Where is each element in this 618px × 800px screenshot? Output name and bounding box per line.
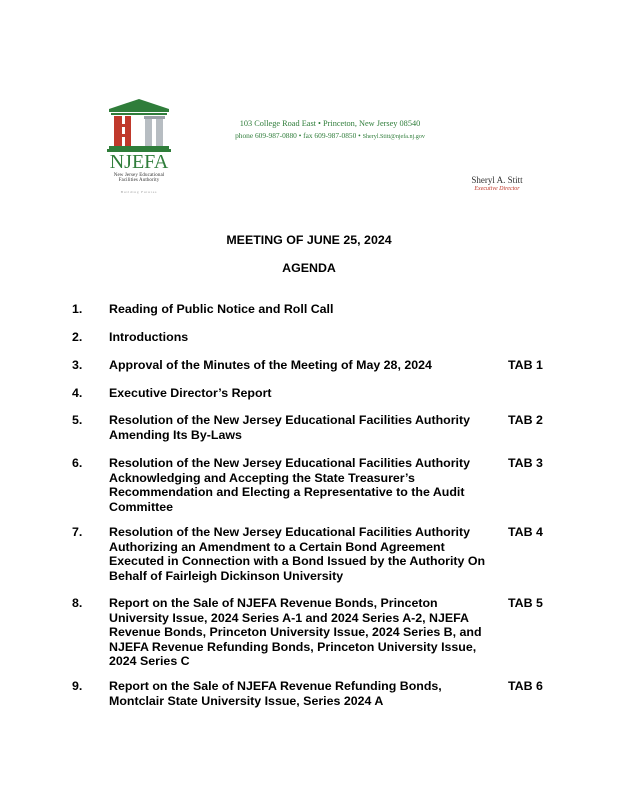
- item-text: Introductions: [109, 330, 189, 344]
- item-text: Executive Director’s Report: [109, 386, 272, 400]
- item-text: Report on the Sale of NJEFA Revenue Refunding Bonds, Montclair State University Issue, Series 2024 A: [109, 679, 442, 708]
- logo-subtitle-line1: New Jersey Educational: [113, 173, 165, 178]
- item-text: Resolution of the New Jersey Educational Facilities Authority Amending Its By-Laws: [109, 413, 471, 442]
- item-tab: TAB 5: [508, 596, 543, 610]
- logo-subtitle: [103, 173, 175, 184]
- item-number: 6.: [72, 456, 83, 470]
- item-text: Resolution of the New Jersey Educational Facilities Authority Acknowledging and Accepting the State Treasurer’s Recommendation and Electing a Representative to the Audit Committee: [109, 456, 471, 514]
- item-number: 7.: [72, 525, 83, 539]
- item-tab: TAB 1: [508, 358, 543, 372]
- item-tab: TAB 6: [508, 679, 543, 693]
- item-text: Report on the Sale of NJEFA Revenue Bonds, Princeton University Issue, 2024 Series A-1 and 2024 Series A-2, NJEFA Revenue Bonds, Princeton University Issue, 2024 Series B, and NJEFA Revenue Refunding Bonds, Princeton University Issue, 2024 Series C: [109, 596, 482, 669]
- item-text: Approval of the Minutes of the Meeting of May 28, 2024: [109, 358, 432, 372]
- signatory-name: Sheryl A. Stitt: [471, 175, 523, 185]
- item-tab: TAB 4: [508, 525, 543, 539]
- item-tab: TAB 2: [508, 413, 543, 427]
- item-tab: TAB 3: [508, 456, 543, 470]
- item-number: 4.: [72, 386, 83, 400]
- meeting-title: MEETING OF JUNE 25, 2024: [226, 233, 392, 247]
- building-columns-icon: [103, 97, 175, 153]
- address: 103 College Road East • Princeton, New Jersey 08540: [239, 119, 421, 128]
- item-number: 2.: [72, 330, 83, 344]
- contact-block: [200, 118, 460, 143]
- logo-tagline: Building Futures: [120, 190, 158, 194]
- item-number: 9.: [72, 679, 83, 693]
- logo-wordmark: NJEFA: [109, 151, 169, 173]
- item-number: 3.: [72, 358, 83, 372]
- item-number: 5.: [72, 413, 83, 427]
- item-text: Resolution of the New Jersey Educational Facilities Authority Authorizing an Amendment to a Certain Bond Agreement Executed in Connection with a Bond Issued by the Authority On Behalf of Fairleigh Dickinson University: [109, 525, 486, 583]
- signatory-title: Executive Director: [474, 186, 520, 192]
- email-link[interactable]: Sheryl.Stitt@njefa.nj.gov: [362, 134, 425, 140]
- njefa-logo: [103, 97, 175, 201]
- phone-fax: phone 609-987-0880 • fax 609-987-0850 •: [235, 131, 361, 140]
- phone-fax-line: [200, 130, 460, 143]
- item-number: 8.: [72, 596, 83, 610]
- item-number: 1.: [72, 302, 83, 316]
- item-text: Reading of Public Notice and Roll Call: [109, 302, 334, 316]
- agenda-title: AGENDA: [282, 261, 336, 275]
- logo-subtitle-line2: Facilities Authority: [118, 178, 160, 184]
- signatory: [462, 175, 532, 194]
